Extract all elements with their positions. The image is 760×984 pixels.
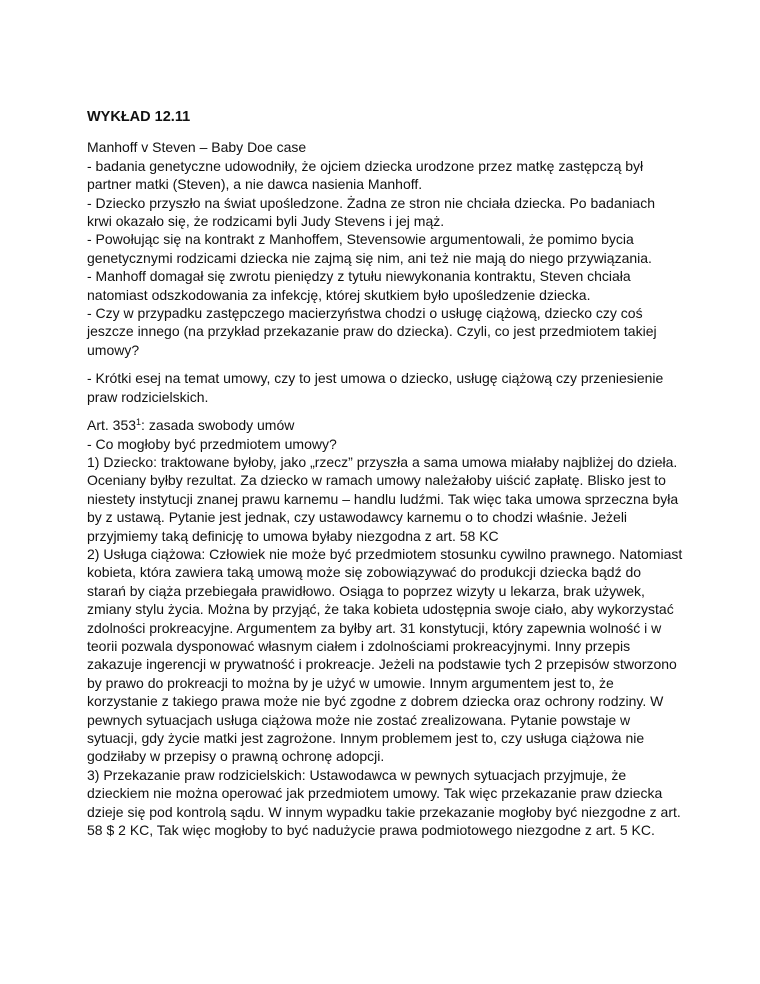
text-line: - Powołując się na kontrakt z Manhoffem, Stevensowie argumentowali, że pomimo bycia	[87, 231, 634, 248]
text-line: korzystanie z takiego prawa może nie być zgodne z dobrem dziecka oraz ochrony rodziny. W	[87, 693, 664, 710]
page-title: WYKŁAD 12.11	[87, 109, 191, 125]
contract-subject-section	[87, 435, 687, 840]
text-line: partner matki (Steven), a nie dawca nasienia Manhoff.	[87, 176, 423, 193]
text-line: natomiast odszkodowania za infekcję, której skutkiem było upośledzenie dziecka.	[87, 286, 591, 303]
text-line: - Manhoff domagał się zwrotu pieniędzy z tytułu niewykonania kontraktu, Steven chciała	[87, 268, 631, 285]
text-line: teorii pozwala dysponować własnym ciałem i zdolnościami prokreacyjnymi. Inny przepis	[87, 637, 631, 654]
text-line: starań by ciąża przebiegała prawidłowo. Osiąga to poprzez wizyty u lekarza, brak używek,	[87, 582, 645, 599]
case-section	[87, 138, 687, 359]
text-line: genetycznymi rodzicami dziecka nie zajmą się nim, ani też nie mają do niego przywiązania.	[87, 249, 652, 266]
essay-task-section	[87, 369, 687, 406]
text-line: praw rodzicielskich.	[87, 388, 209, 405]
text-line: kobieta, która zawiera taką umową może się zobowiązywać do produkcji dziecka bądź do	[87, 564, 642, 581]
text-line: pewnych sytuacjach usługa ciążowa może nie zostać zrealizowana. Pytanie powstaje w	[87, 711, 631, 728]
article-prefix: Art. 353	[87, 417, 137, 434]
text-line: - Czy w przypadku zastępczego macierzyństwa chodzi o usługę ciążową, dziecko czy coś	[87, 305, 643, 322]
text-line: - Dziecko przyszło na świat upośledzone. Żadna ze stron nie chciała dziecka. Po badaniach	[87, 194, 656, 211]
spacer	[87, 406, 687, 416]
text-line: sytuacji, gdy życie matki jest zagrożone. Innym problemem jest to, czy usługa ciążowa nie	[87, 730, 645, 746]
text-line: zakazuje ingerencji w prywatność i prokreacje. Jeżeli na podstawie tych 2 przepisów stworzono	[87, 656, 677, 673]
text-line: krwi okazało się, że rodzicami byli Judy Stevens i jej mąż.	[87, 213, 445, 230]
article-superscript: 1	[136, 417, 142, 428]
text-line: zdolności prokreacyjne. Argumentem za byłby art. 31 konstytucji, który zapewnia wolność i w	[87, 619, 662, 636]
text-line: dzieje się pod kontrolą sądu. W innym wypadku takie przekazanie mogłoby być niezgodne z art.	[87, 803, 681, 820]
article-heading	[87, 416, 687, 434]
text-line: - Krótki esej na temat umowy, czy to jest umowa o dziecko, usługę ciążową czy przeniesienie	[87, 370, 664, 387]
text-line: 58 $ 2 KC, Tak więc mogłoby to być nadużycie prawa podmiotowego niezgodne z art. 5 KC.	[87, 822, 655, 839]
text-line: jeszcze innego (na przykład przekazanie praw do dziecka). Czyli, co jest przedmiotem takiej	[87, 323, 657, 340]
document-page	[87, 108, 687, 839]
text-line: - Co mogłoby być przedmiotem umowy?	[87, 435, 337, 452]
text-line: dzieckiem nie można operować jak przedmiotem umowy. Tak więc przekazanie praw dziecka	[87, 785, 663, 802]
text-line: by z ustawą. Pytanie jest jednak, czy ustawodawcy karnemu o to chodzi właśnie. Jeżeli	[87, 509, 628, 526]
spacer	[87, 359, 687, 369]
text-line: zmiany stylu życia. Można by przyjąć, że taka kobieta udostępnia swoje ciało, aby wykorzystać	[87, 601, 674, 618]
text-line: niestety instytucji znanej prawu karnemu – handlu ludźmi. Tak więc taka umowa sprzeczna była	[87, 490, 679, 507]
article-suffix: : zasada swobody umów	[141, 417, 295, 434]
text-line: 1) Dziecko: traktowane byłoby, jako „rzecz” przyszła a sama umowa miałaby najbliżej do dzieła.	[87, 453, 678, 470]
text-line: 3) Przekazanie praw rodzicielskich: Ustawodawca w pewnych sytuacjach przyjmuje, że	[87, 766, 627, 783]
text-line: - badania genetyczne udowodniły, że ojciem dziecka urodzone przez matkę zastępczą był	[87, 157, 644, 174]
text-line: umowy?	[87, 341, 140, 358]
text-line: godziłaby w przepisy o prawną ochronę adopcji.	[87, 748, 385, 765]
text-line: by prawo do prokreacji to można by je użyć w umowie. Innym argumentem jest to, że	[87, 674, 614, 691]
text-line: 2) Usługa ciążowa: Człowiek nie może być przedmiotem stosunku cywilno prawnego. Natomiast	[87, 545, 683, 562]
text-line: Oceniany byłby rezultat. Za dziecko w ramach umowy należałoby uiścić zapłatę. Blisko jest to	[87, 472, 666, 489]
text-line: przyjmiemy taką definicję to umowa byłaby niezgodna z art. 58 KC	[87, 527, 499, 544]
text-line: Manhoff v Steven – Baby Doe case	[87, 139, 307, 156]
